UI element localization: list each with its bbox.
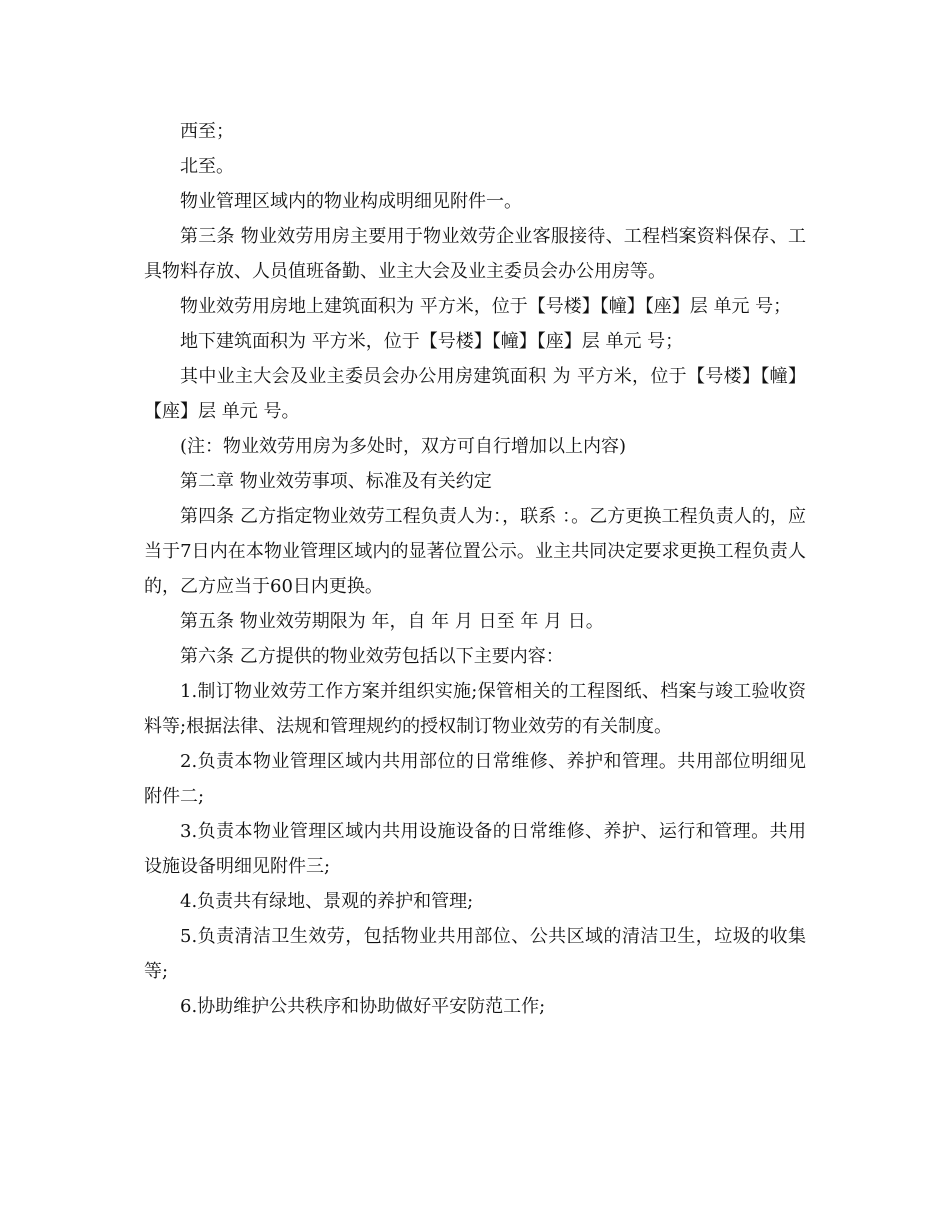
paragraph-north-boundary: 北至。 — [180, 156, 234, 177]
list-item-5: 5.负责清洁卫生效劳，包括物业共用部位、公共区域的清洁卫生，垃圾的收集等; — [144, 926, 806, 982]
list-item-4: 4.负责共有绿地、景观的养护和管理; — [180, 891, 474, 912]
paragraph-west-boundary: 西至； — [180, 121, 234, 142]
paragraph-article-6: 第六条 乙方提供的物业效劳包括以下主要内容： — [180, 646, 564, 667]
paragraph-note: (注：物业效劳用房为多处时，双方可自行增加以上内容) — [180, 436, 627, 457]
paragraph-service-room-underground: 地下建筑面积为 平方米，位于【号楼】【幢】【座】层 单元 号； — [180, 331, 684, 352]
list-item-2: 2.负责本物业管理区域内共用部位的日常维修、养护和管理。共用部位明细见附件二; — [144, 751, 806, 807]
paragraph-owners-committee-room: 其中业主大会及业主委员会办公用房建筑面积 为 平方米，位于【号楼】【幢】【座】层 单元 号。 — [144, 366, 806, 422]
list-item-3: 3.负责本物业管理区域内共用设施设备的日常维修、养护、运行和管理。共用设施设备明细见附件三; — [144, 821, 806, 877]
list-item-1: 1.制订物业效劳工作方案并组织实施;保管相关的工程图纸、档案与竣工验收资料等;根据法律、法规和管理规约的授权制订物业效劳的有关制度。 — [144, 681, 806, 737]
paragraph-property-composition: 物业管理区域内的物业构成明细见附件一。 — [180, 191, 522, 212]
paragraph-article-3: 第三条 物业效劳用房主要用于物业效劳企业客服接待、工程档案资料保存、工具物料存放、人员值班备勤、业主大会及业主委员会办公用房等。 — [144, 226, 806, 282]
list-item-6: 6.协助维护公共秩序和协助做好平安防范工作; — [180, 996, 546, 1017]
paragraph-article-4: 第四条 乙方指定物业效劳工程负责人为：，联系 ：。乙方更换工程负责人的，应当于7日内在本物业管理区域内的显著位置公示。业主共同决定要求更换工程负责人的，乙方应当于60日内更换。 — [144, 506, 806, 597]
chapter-2-heading: 第二章 物业效劳事项、标准及有关约定 — [180, 471, 492, 492]
paragraph-article-5: 第五条 物业效劳期限为 年，自 年 月 日至 年 月 日。 — [180, 611, 604, 632]
paragraph-service-room-above-ground: 物业效劳用房地上建筑面积为 平方米，位于【号楼】【幢】【座】层 单元 号； — [180, 296, 792, 317]
